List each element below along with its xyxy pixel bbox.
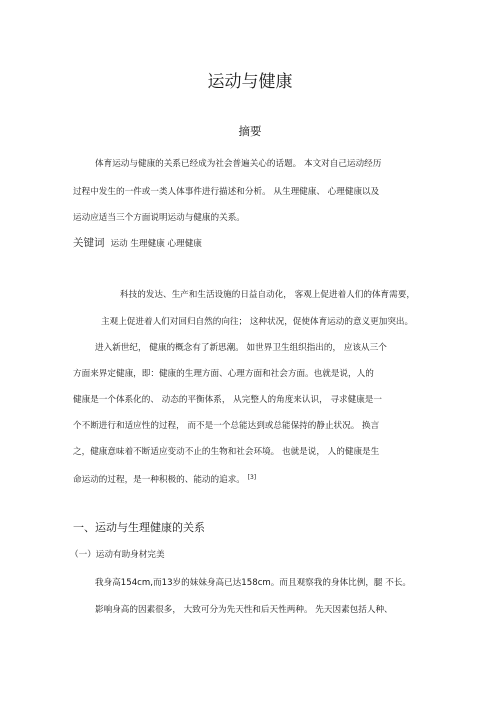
abstract-line-3: 运动应适当三个方面说明运动与健康的关系。 <box>73 213 245 223</box>
keywords-label: 关键词 <box>73 237 105 249</box>
intro-line-8 <box>73 472 256 486</box>
subsection-1-heading: （一）运动有助身材完美 <box>70 550 165 560</box>
keywords-value: 运动 生理健康 心理健康 <box>110 239 202 249</box>
abstract-line-1: 体育运动与健康的关系已经成为社会普遍关心的话题。 本文对自己运动经历 <box>95 159 382 169</box>
abstract-heading: 摘要 <box>238 124 262 138</box>
abstract-line-2: 过程中发生的一件或一类人体事件进行描述和分析。 从生理健康、 心理健康以及 <box>73 187 380 197</box>
keywords-row <box>73 236 202 251</box>
intro-line-8-text: 命运动的过程，是一种积极的、能动的追求。 <box>73 475 245 485</box>
intro-line-6: 个不断进行和适应性的过程， 而不是一个总能达到或总能保持的静止状况。 换言 <box>73 421 380 431</box>
subsection-1-line-1: 我身高154cm,而13岁的妹妹身高已达158cm。而且观察我的身体比例，腿 不长。 <box>95 578 412 588</box>
intro-line-2: 主观上促进着人们对回归自然的向往； 这种状况，促使体育运动的意义更加突出。 <box>101 317 414 327</box>
intro-line-4: 方面来界定健康，即：健康的生理方面、心理方面和社会方面。也就是说，人的 <box>73 369 374 379</box>
subsection-1-line-2: 影响身高的因素很多， 大致可分为先天性和后天性两种。 先天因素包括人种、 <box>95 605 393 615</box>
intro-line-5: 健康是一个体系化的、 动态的平衡体系， 从完整人的角度来认识， 寻求健康是一 <box>73 395 382 405</box>
intro-line-1: 科技的发达、生产和生活设施的日益自动化， 客观上促进着人们的体育需要， <box>120 290 415 300</box>
intro-line-3: 进入新世纪， 健康的概念有了新思潮。 如世界卫生组织指出的， 应该从三个 <box>95 343 387 353</box>
document-title: 运动与健康 <box>207 72 293 92</box>
citation-marker: [3] <box>247 474 257 481</box>
intro-line-7: 之，健康意味着不断适应变动不止的生物和社会环境。 也就是说， 人的健康是生 <box>73 447 380 457</box>
section-1-heading: 一、运动与生理健康的关系 <box>73 521 205 534</box>
